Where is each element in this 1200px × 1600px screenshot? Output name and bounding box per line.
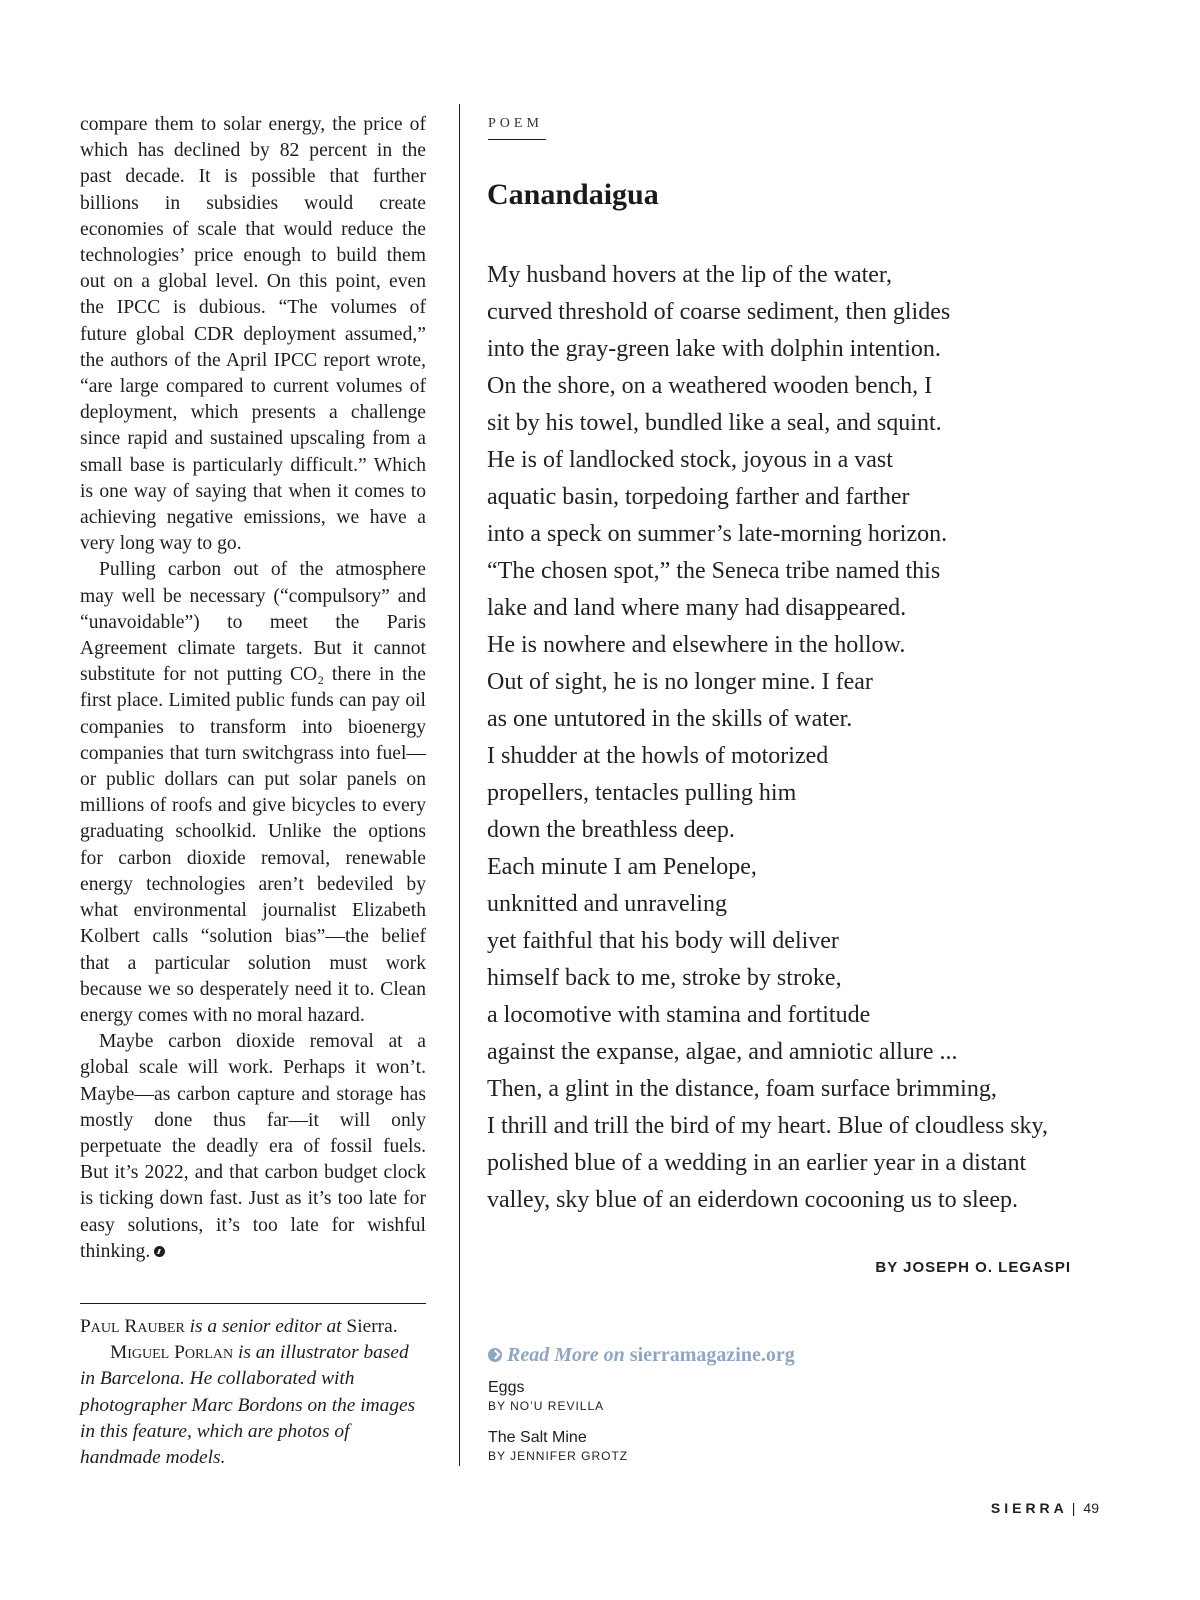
illustrator-bio (80, 1340, 426, 1471)
poem-line: I thrill and trill the bird of my heart. Blue of cloudless sky, (487, 1113, 1048, 1139)
related-item-author: BY NO’U REVILLA (488, 1399, 605, 1413)
illustrator-name: Miguel Porlan (110, 1342, 234, 1364)
poem-title: Canandaigua (487, 178, 659, 211)
poem-line: My husband hovers at the lip of the water, (487, 262, 892, 288)
poem-line: sit by his towel, bundled like a seal, and squint. (487, 410, 942, 436)
end-mark-icon (154, 1246, 165, 1257)
section-label: POEM (488, 116, 543, 131)
poem-line: a locomotive with stamina and fortitude (487, 1002, 871, 1028)
related-item-author: BY JENNIFER GROTZ (488, 1449, 629, 1463)
poem-line: lake and land where many had disappeared. (487, 595, 907, 621)
article-paragraph-3-text: Maybe carbon dioxide removal at a global scale will work. Perhaps it won’t. Maybe—as carbon capture and storage has mostly done thus far—it will only perpetuate the deadly era of fossil fuels. But it’s 2022, and that carbon budget clock is ticking down fast. Just as it’s too late for easy solutions, it’s too late for wishful thinking. (80, 1031, 426, 1262)
column-divider (459, 104, 460, 1466)
read-more-site: sierramagazine.org (629, 1344, 795, 1366)
poem-line: “The chosen spot,” the Seneca tribe named this (487, 558, 941, 584)
article-paragraph-3 (80, 1029, 426, 1265)
related-item[interactable] (488, 1378, 604, 1414)
poem-line: into a speck on summer’s late-morning horizon. (487, 521, 948, 547)
bio-divider (80, 1303, 426, 1304)
poem-body (487, 257, 1107, 1219)
poem-line: On the shore, on a weathered wooden bench, I (487, 373, 933, 399)
illustrator-text: is an illustrator based in Barcelona. He collaborated with photographer Marc Bordons on the images in this feature, which are photos of handmade models. (80, 1342, 416, 1469)
author-name: Paul Rauber (80, 1316, 185, 1337)
author-publication: Sierra. (346, 1316, 398, 1337)
magazine-name: SIERRA (990, 1500, 1068, 1516)
poem-line: valley, sky blue of an eiderdown cocooning us to sleep. (487, 1187, 1018, 1213)
poem-line: down the breathless deep. (487, 817, 735, 843)
read-more-prefix: Read More on (507, 1344, 625, 1366)
poem-line: yet faithful that his body will deliver (487, 928, 839, 954)
author-bio (80, 1314, 426, 1340)
poem-line: I shudder at the howls of motorized (487, 743, 829, 769)
page-folio (991, 1500, 1099, 1516)
section-label-underline (488, 139, 546, 140)
poem-byline: BY JOSEPH O. LEGASPI (875, 1259, 1071, 1276)
poem-line: propellers, tentacles pulling him (487, 780, 797, 806)
contributor-bios (80, 1314, 426, 1471)
article-body (80, 112, 426, 1265)
poem-line: aquatic basin, torpedoing farther and farther (487, 484, 910, 510)
related-item[interactable] (488, 1428, 628, 1464)
poem-line: unknitted and unraveling (487, 891, 727, 917)
read-more-link[interactable] (488, 1344, 795, 1367)
arrow-circle-icon (488, 1348, 502, 1362)
related-item-title: The Salt Mine (488, 1429, 587, 1446)
article-paragraph-1: compare them to solar energy, the price of which has declined by 82 percent in the past decade. It is possible that further billions in subsidies would create economies of scale that would reduce the technologies’ price enough to build them out on a global level. On this point, even the IPCC is dubious. “The volumes of future global CDR deployment assumed,” the authors of the April IPCC report wrote, “are large compared to current volumes of deployment, which presents a challenge since rapid and sustained upscaling from a small base is particularly difficult.” Which is one way of saying that when it comes to achieving negative emissions, we have a very long way to go. (80, 114, 426, 555)
folio-separator: | (1071, 1500, 1076, 1516)
page-number: 49 (1083, 1500, 1099, 1516)
poem-line: as one untutored in the skills of water. (487, 706, 853, 732)
poem-line: himself back to me, stroke by stroke, (487, 965, 842, 991)
poem-line: Out of sight, he is no longer mine. I fear (487, 669, 873, 695)
poem-line: curved threshold of coarse sediment, then glides (487, 299, 951, 325)
article-paragraph-2: Pulling carbon out of the atmosphere may well be necessary (“compulsory” and “unavoidable”) to meet the Paris Agreement climate targets. But it cannot substitute for not putting CO₂ there in the first place. Limited public funds can pay oil companies to transform into bioenergy companies that turn switchgrass into fuel—or public dollars can put solar panels on millions of roofs and give bicycles to every graduating schoolkid. Unlike the options for carbon dioxide removal, renewable energy technologies aren’t bedeviled by what environmental journalist Elizabeth Kolbert calls “solution bias”—the belief that a particular solution must work because we so desperately need it to. Clean energy comes with no moral hazard. (80, 559, 426, 1026)
poem-line: polished blue of a wedding in an earlier year in a distant (487, 1150, 1027, 1176)
poem-line: Then, a glint in the distance, foam surface brimming, (487, 1076, 997, 1102)
poem-line: He is of landlocked stock, joyous in a vast (487, 447, 893, 473)
poem-line: He is nowhere and elsewhere in the hollow. (487, 632, 906, 658)
poem-line: against the expanse, algae, and amniotic allure ... (487, 1039, 958, 1065)
author-role: is a senior editor at (189, 1316, 342, 1337)
poem-line: Each minute I am Penelope, (487, 854, 757, 880)
poem-line: into the gray-green lake with dolphin intention. (487, 336, 941, 362)
related-item-title: Eggs (488, 1379, 525, 1396)
